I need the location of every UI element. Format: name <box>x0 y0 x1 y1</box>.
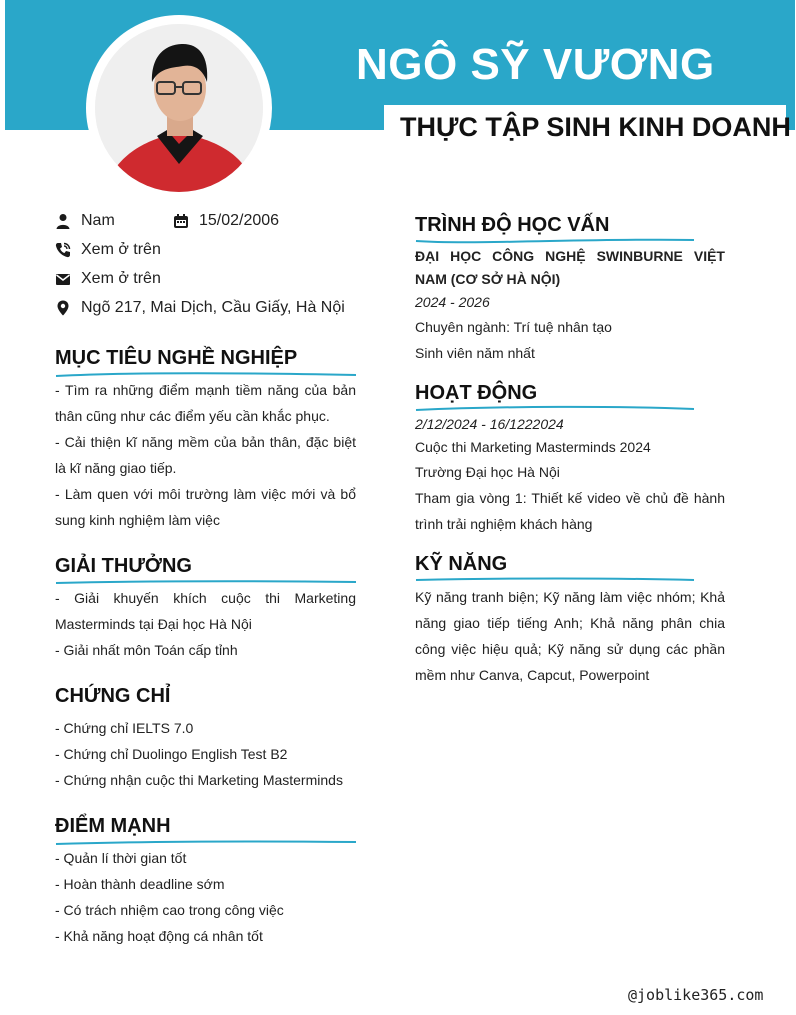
certificates-list <box>55 715 356 793</box>
certificate-item: - Chứng nhận cuộc thi Marketing Masterminds <box>55 772 343 788</box>
strength-item: - Có trách nhiệm cao trong công việc <box>55 902 284 918</box>
strength-item: - Quản lí thời gian tốt <box>55 850 187 866</box>
gender-row <box>55 212 115 230</box>
awards-title: GIẢI THƯỞNG <box>55 555 192 577</box>
activities-description: Tham gia vòng 1: Thiết kế video về chủ đề hành trình trải nghiệm khách hàng <box>415 490 725 532</box>
phone-icon <box>55 242 71 258</box>
objective-list <box>55 377 356 533</box>
address-row <box>55 299 345 317</box>
activities-event: Cuộc thi Marketing Masterminds 2024 <box>415 439 651 455</box>
certificate-item: - Chứng chỉ Duolingo English Test B2 <box>55 746 288 762</box>
activities-organizer: Trường Đại học Hà Nội <box>415 464 560 480</box>
gender-value: Nam <box>81 212 115 229</box>
birthdate-value: 15/02/2006 <box>199 212 280 229</box>
certificates-title: CHỨNG CHỈ <box>55 685 171 707</box>
avatar <box>95 24 263 192</box>
user-icon <box>55 213 71 229</box>
position-title: THỰC TẬP SINH KINH DOANH <box>400 112 791 142</box>
watermark-link[interactable]: @joblike365.com <box>628 986 764 1004</box>
strength-item: - Khả năng hoạt động cá nhân tốt <box>55 928 263 944</box>
activities-title: HOẠT ĐỘNG <box>415 382 538 404</box>
education-major: Chuyên ngành: Trí tuệ nhân tạo <box>415 319 612 335</box>
award-item: - Giải khuyến khích cuộc thi Marketing Masterminds tại Đại học Hà Nội <box>55 590 356 632</box>
education-title: TRÌNH ĐỘ HỌC VẤN <box>415 214 610 236</box>
education-period: 2024 - 2026 <box>415 294 490 310</box>
strength-item: - Hoàn thành deadline sớm <box>55 876 225 892</box>
awards-list <box>55 585 356 663</box>
skills-title: KỸ NĂNG <box>415 553 508 575</box>
objective-title: MỤC TIÊU NGHỀ NGHIỆP <box>55 347 298 369</box>
address-value: Ngõ 217, Mai Dịch, Cầu Giấy, Hà Nội <box>81 299 345 316</box>
award-item: - Giải nhất môn Toán cấp tỉnh <box>55 642 238 658</box>
email-value: Xem ở trên <box>81 270 161 287</box>
birthdate-row <box>173 212 279 230</box>
education-status: Sinh viên năm nhất <box>415 345 535 361</box>
activities-period: 2/12/2024 - 16/1222024 <box>415 416 564 432</box>
education-underline <box>415 237 695 245</box>
objective-item: - Cải thiện kĩ năng mềm của bản thân, đặc biệt là kĩ năng giao tiếp. <box>55 434 356 476</box>
candidate-name: NGÔ SỸ VƯƠNG <box>356 40 715 89</box>
objective-item: - Tìm ra những điểm mạnh tiềm năng của bản thân cũng như các điểm yếu cần khắc phục. <box>55 382 356 424</box>
skills-text: Kỹ năng tranh biện; Kỹ năng làm việc nhóm; Khả năng giao tiếp tiếng Anh; Khả năng phân chia công việc hiệu quả; Kỹ năng sử dụng các phần mềm như Canva, Capcut, Powerpoint <box>415 589 725 683</box>
certificate-item: - Chứng chỉ IELTS 7.0 <box>55 720 194 736</box>
location-pin-icon <box>55 300 71 316</box>
objective-item: - Làm quen với môi trường làm việc mới và bổ sung kinh nghiệm làm việc <box>55 486 356 528</box>
avatar-photo <box>95 24 263 192</box>
skills-underline <box>415 576 695 584</box>
email-row <box>55 270 161 288</box>
strengths-title: ĐIỂM MẠNH <box>55 815 171 837</box>
mail-icon <box>55 271 71 287</box>
education-school: ĐẠI HỌC CÔNG NGHỆ SWINBURNE VIỆT NAM (CƠ SỞ HÀ NỘI) <box>415 248 725 287</box>
strengths-list <box>55 845 356 949</box>
phone-row <box>55 241 161 259</box>
phone-value: Xem ở trên <box>81 241 161 258</box>
calendar-icon <box>173 213 189 229</box>
